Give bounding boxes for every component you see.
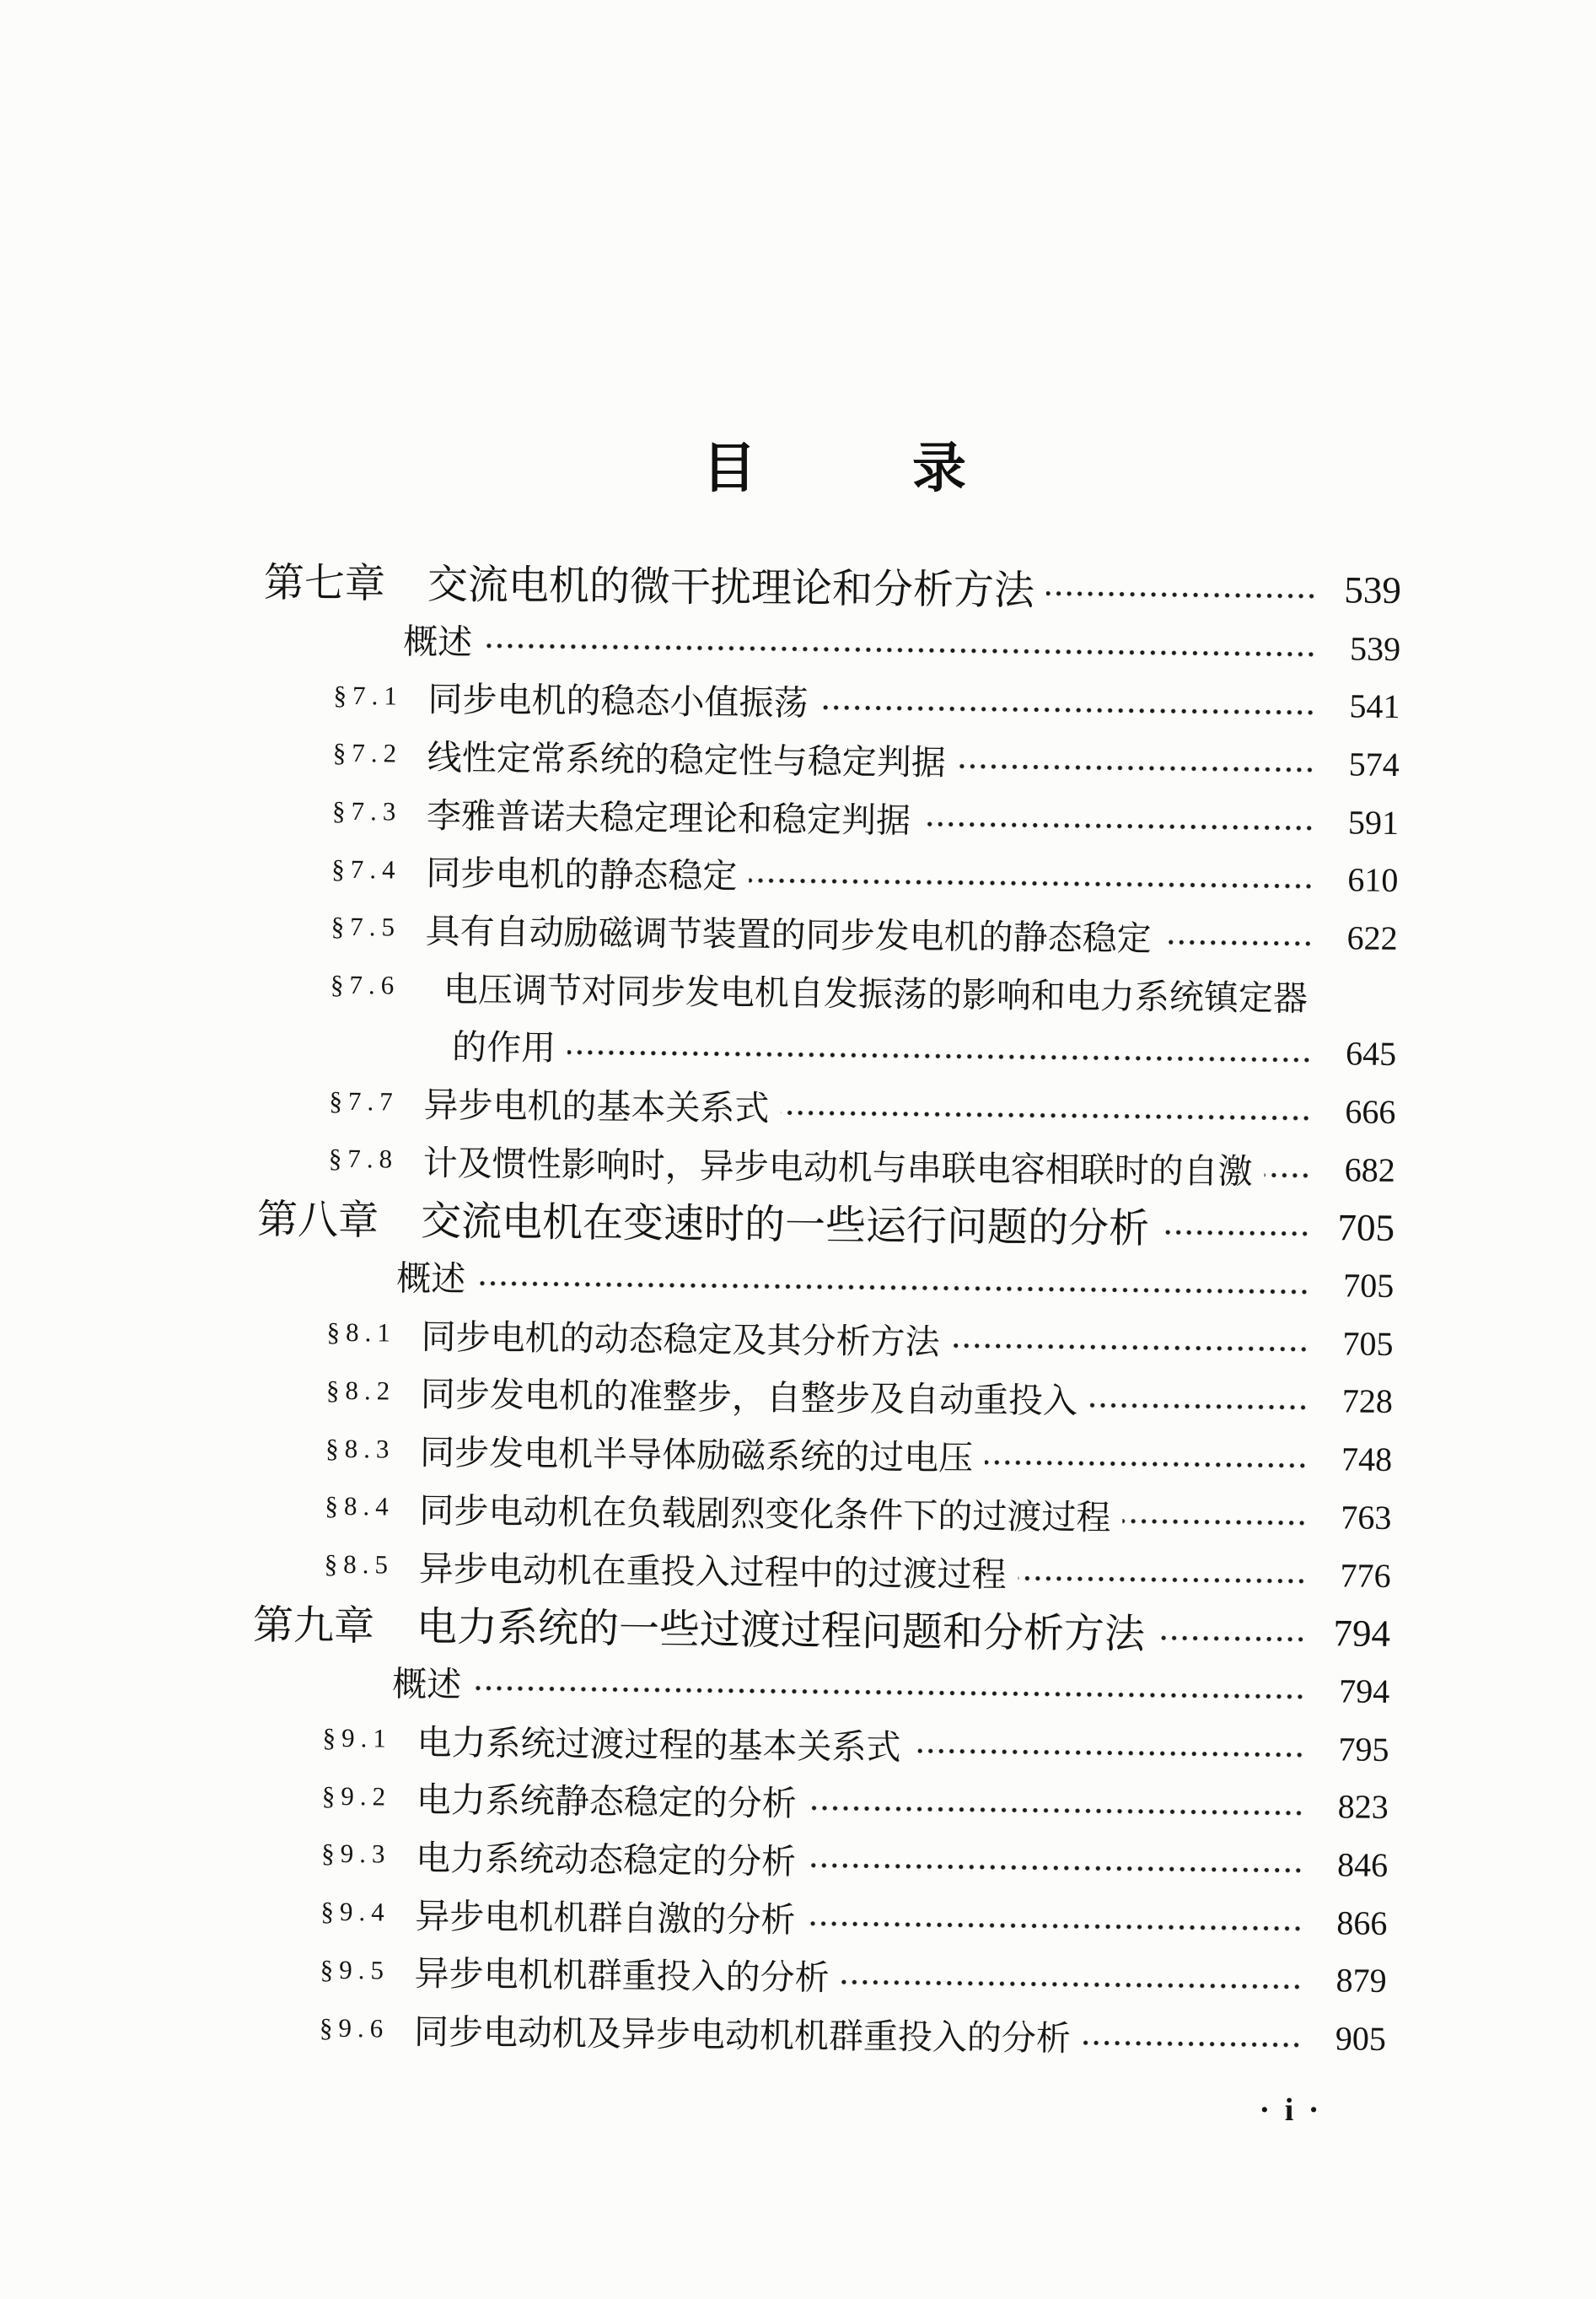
section-number: §8.4 xyxy=(325,1491,395,1521)
overview-title: 概述 xyxy=(402,621,473,663)
page-number: 539 xyxy=(1349,628,1401,668)
section-title: 电力系统静态稳定的分析 xyxy=(416,1779,798,1824)
toc-title-char: 录 xyxy=(912,438,966,500)
dot-leader xyxy=(1018,1575,1307,1585)
page-number: 866 xyxy=(1336,1903,1388,1942)
dot-leader xyxy=(985,1459,1308,1469)
section-number: §9.2 xyxy=(321,1780,392,1812)
page-number: 846 xyxy=(1336,1845,1389,1884)
section-number: §9.5 xyxy=(320,1954,390,1985)
section-number: §7.1 xyxy=(333,680,403,711)
section-number: §7.6 xyxy=(330,969,400,1000)
page-number: 823 xyxy=(1337,1787,1389,1827)
page-number: 622 xyxy=(1346,918,1398,957)
dot-leader xyxy=(749,877,1314,890)
page-number: 666 xyxy=(1345,1092,1396,1132)
dot-leader xyxy=(951,1343,1309,1353)
section-title: 异步电机机群重投入的分析 xyxy=(414,1953,830,1999)
dot-leader xyxy=(808,1862,1303,1874)
section-title: 计及惯性影响时，异步电动机与串联电容相联时的自激 xyxy=(422,1142,1253,1192)
chapter-title: 交流电机在变速时的一些运行问题的分析 xyxy=(420,1198,1150,1253)
table-of-contents xyxy=(0,547,1401,2068)
overview-title: 概述 xyxy=(392,1663,462,1705)
section-number: §7.5 xyxy=(330,912,401,943)
section-title: 电力系统动态稳定的分析 xyxy=(415,1837,797,1882)
chapter-label: 第七章 xyxy=(263,558,386,608)
section-number: §8.1 xyxy=(326,1317,397,1348)
page-number: 541 xyxy=(1349,686,1400,726)
dot-leader xyxy=(1089,1402,1309,1411)
page-number-footer: · i · xyxy=(1259,2092,1323,2128)
page-number: 795 xyxy=(1338,1729,1389,1769)
dot-leader xyxy=(473,1685,1305,1700)
section-title: 同步电机的动态稳定及其分析方法 xyxy=(421,1316,940,1363)
dot-leader xyxy=(484,643,1316,658)
section-number: §7.4 xyxy=(331,853,401,885)
section-title: 电力系统过渡过程的基本关系式 xyxy=(416,1721,901,1768)
section-title: 同步发电机的准整步，自整步及自动重投入 xyxy=(420,1374,1078,1422)
page-number: 645 xyxy=(1345,1034,1397,1074)
toc-title-char: 目 xyxy=(702,438,756,500)
section-title: 同步电机的静态稳定 xyxy=(426,853,738,897)
page-number: 610 xyxy=(1347,860,1399,900)
section-number: §9.1 xyxy=(322,1722,393,1753)
dot-leader xyxy=(819,704,1315,716)
dot-leader xyxy=(477,1279,1309,1295)
overview-title: 概述 xyxy=(396,1257,466,1300)
chapter-title: 交流电机的微干扰理论和分析方法 xyxy=(427,560,1035,615)
section-number: §8.3 xyxy=(325,1433,395,1464)
page-number: 794 xyxy=(1339,1672,1390,1710)
page-number: 748 xyxy=(1341,1440,1393,1479)
section-title: 异步电机机群自激的分析 xyxy=(415,1895,796,1941)
section-title: 同步发电机半导体励磁系统的过电压 xyxy=(419,1432,974,1478)
section-title: 异步电动机在重投入过程中的过渡过程 xyxy=(418,1548,1007,1595)
section-number: §7.7 xyxy=(329,1085,399,1117)
chapter-label: 第八章 xyxy=(256,1196,379,1245)
dot-leader xyxy=(958,763,1315,773)
page-number: 705 xyxy=(1342,1324,1394,1363)
dot-leader xyxy=(912,1747,1304,1758)
page-number: 591 xyxy=(1347,802,1400,842)
section-title: 同步电机的稳态小值振荡 xyxy=(427,679,809,724)
dot-leader xyxy=(922,821,1314,832)
section-title: 李雅普诺夫稳定理论和稳定判据 xyxy=(426,794,911,841)
section-title: 电压调节对同步发电机自发振荡的影响和电力系统镇定器 xyxy=(443,968,1309,1019)
section-number: §9.3 xyxy=(320,1839,391,1870)
page-number: 574 xyxy=(1348,745,1400,783)
page-number: 705 xyxy=(1337,1206,1395,1249)
page-number: 705 xyxy=(1343,1266,1394,1306)
section-title: 具有自动励磁调节装置的同步发电机的静态稳定 xyxy=(425,910,1152,959)
dot-leader xyxy=(1122,1518,1307,1526)
dot-leader xyxy=(841,1979,1303,1990)
dot-leader xyxy=(1083,2039,1302,2049)
chapter-title: 电力系统的一些过渡过程问题和分析方法 xyxy=(416,1603,1146,1659)
chapter-label: 第九章 xyxy=(252,1602,375,1650)
dot-leader xyxy=(1161,1229,1310,1237)
section-number: §7.8 xyxy=(328,1143,399,1174)
section-number: §9.4 xyxy=(320,1896,390,1927)
section-number: §8.2 xyxy=(325,1375,396,1406)
section-title: 同步电动机及异步电动机机群重投入的分析 xyxy=(413,2011,1072,2059)
section-title: 同步电动机在负载剧烈变化条件下的过渡过程 xyxy=(419,1489,1111,1538)
dot-leader xyxy=(1157,1634,1306,1643)
section-title: 线性定常系统的稳定性与稳定判据 xyxy=(427,736,947,783)
section-number: §8.5 xyxy=(324,1548,395,1580)
section-title: 异步电机的基本关系式 xyxy=(423,1084,770,1129)
page-number: 794 xyxy=(1333,1611,1391,1655)
page-number: 879 xyxy=(1335,1961,1387,2000)
section-number: §7.2 xyxy=(332,738,403,769)
dot-leader xyxy=(1046,590,1317,600)
section-number: §9.6 xyxy=(319,2012,390,2043)
dot-leader xyxy=(781,1109,1311,1122)
page-number: 763 xyxy=(1341,1498,1392,1537)
page-number: 776 xyxy=(1340,1555,1391,1595)
page-number: 905 xyxy=(1335,2019,1387,2058)
dot-leader xyxy=(1163,940,1313,948)
page-number: 682 xyxy=(1344,1150,1395,1189)
dot-leader xyxy=(567,1049,1312,1063)
dot-leader xyxy=(809,1805,1304,1817)
dot-leader xyxy=(1265,1172,1311,1180)
section-title-continuation: 的作用 xyxy=(451,1026,556,1069)
page-number: 728 xyxy=(1341,1381,1394,1421)
page-number: 539 xyxy=(1344,568,1402,612)
dot-leader xyxy=(807,1920,1303,1932)
section-number: §7.3 xyxy=(331,795,402,826)
